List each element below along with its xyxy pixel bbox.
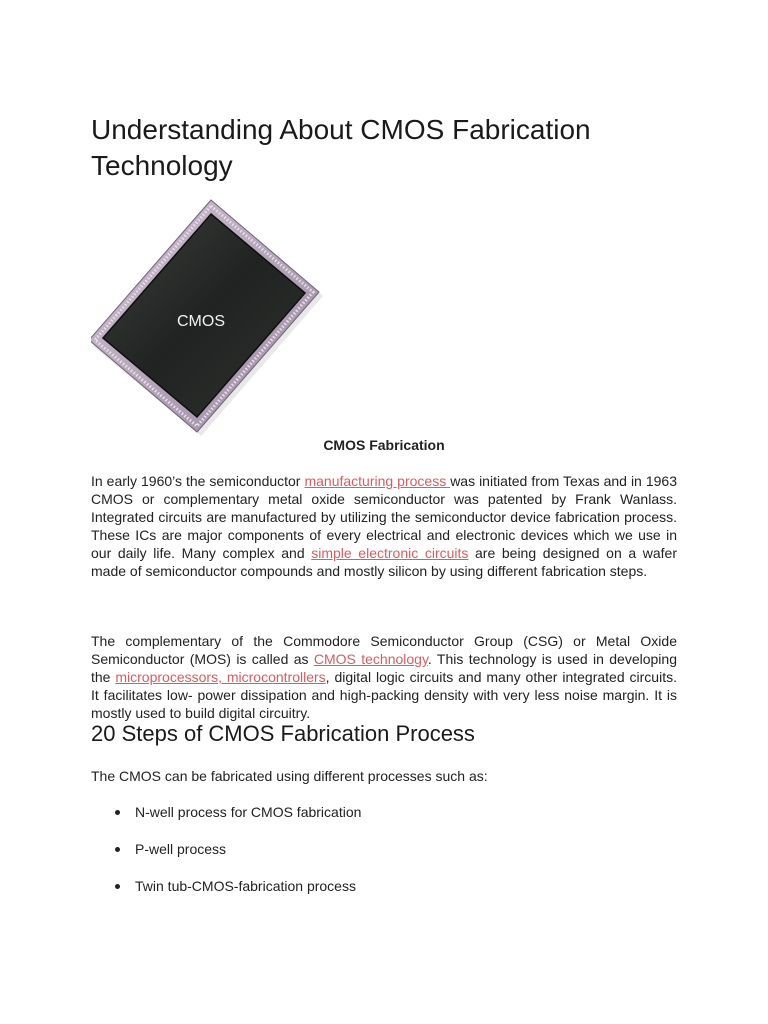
text-run: , digital logic circuits and many other integrated circuits. It facilitates low- power dissipation and high-packing density with very less noise margin. It is mostly used to build digital circuitry. (91, 669, 677, 721)
list-item (91, 795, 591, 832)
link-manufacturing-process[interactable]: manufacturing process (304, 473, 451, 489)
text-run: In early 1960’s the semiconductor (91, 473, 305, 489)
cmos-chip-image (91, 198, 323, 436)
link-cmos-technology[interactable]: CMOS technology (313, 651, 428, 667)
link-microprocessors-microcontrollers[interactable]: microprocessors, microcontrollers (115, 669, 326, 685)
list-item (91, 869, 591, 906)
page-title: Understanding About CMOS Fabrication Technology (91, 114, 591, 181)
list-item-label: N-well process for CMOS fabrication (135, 804, 362, 820)
intro-text: The CMOS can be fabricated using different processes such as: (91, 768, 488, 784)
list-item-label: P-well process (135, 841, 227, 857)
bullet-icon (115, 884, 120, 889)
text-run: The complementary of the Commodore Semiconductor Group (CSG) or Metal Oxide Semiconductor (MOS) is called as (91, 633, 677, 667)
list-item-label: Twin tub-CMOS-fabrication process (135, 878, 356, 894)
paragraph-history (91, 472, 677, 580)
link-simple-electronic-circuits[interactable]: simple electronic circuits (311, 545, 469, 561)
bullet-icon (115, 810, 120, 815)
text-run: . This technology is used in developing the (91, 651, 677, 685)
figure-caption: CMOS Fabrication (323, 437, 445, 453)
cmos-chip-illustration (91, 198, 323, 436)
process-list (91, 795, 591, 906)
bullet-icon (115, 847, 120, 852)
list-item (91, 832, 591, 869)
paragraph-cmos-technology (91, 632, 677, 722)
text-run: are being designed on a wafer made of semiconductor compounds and mostly silicon by using different fabrication steps. (91, 545, 678, 579)
section-heading: 20 Steps of CMOS Fabrication Process (91, 721, 475, 746)
text-run: was initiated from Texas and in 1963 CMOS or complementary metal oxide semiconductor was patented by Frank Wanlass. Integrated circuits are manufactured by utilizing the semiconductor device fabrication process. These ICs are major components of every electrical and electronic devices which we use in our daily life. Many complex and (91, 473, 677, 561)
chip-label: CMOS (177, 313, 225, 330)
